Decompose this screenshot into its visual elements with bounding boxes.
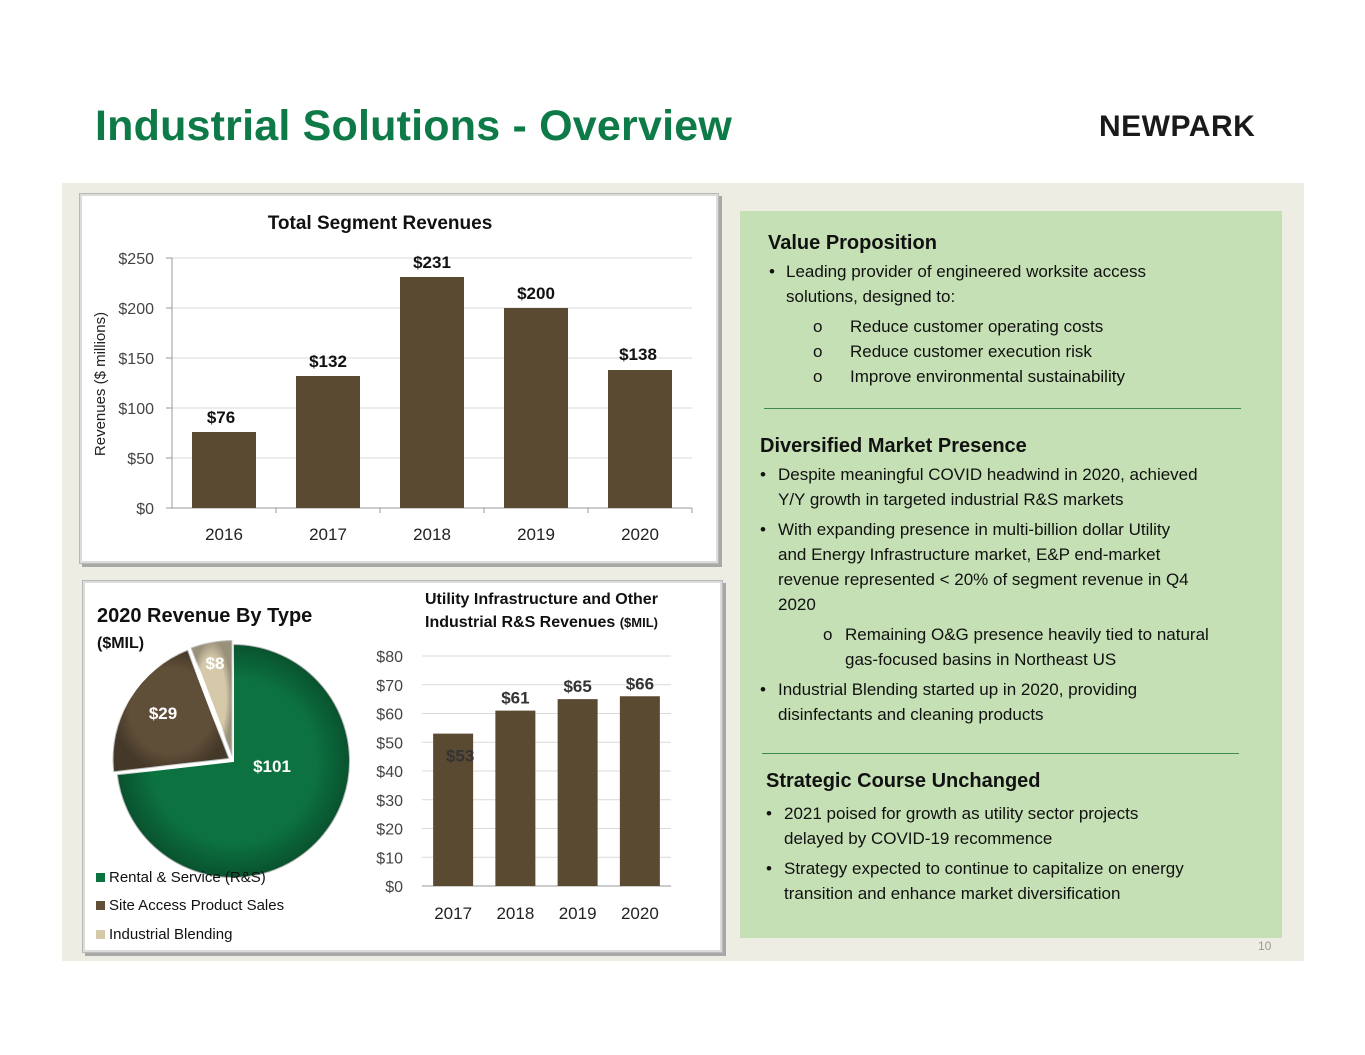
y-tick-label: $200 [118,301,154,318]
bar-2019 [504,308,568,508]
y-tick-label: $0 [385,879,403,896]
total-revenue-chart-panel [79,193,719,564]
pie-data-label: $8 [205,654,225,673]
y-tick-label: $80 [376,649,403,666]
y-tick-label: $70 [376,677,403,695]
legend-label: Rental & Service (R&S) [109,869,266,886]
x-tick-label: 2020 [621,525,659,544]
diversified-title: Diversified Market Presence [760,435,1027,457]
page-number: 10 [1258,939,1272,953]
bar-2016 [192,432,256,508]
strategic-b1-line1: 2021 poised for growth as utility sector projects [784,804,1139,823]
chart-title-unit: ($MIL) [619,615,658,630]
y-tick-label: $250 [118,251,154,268]
strategic-b2-line1: Strategy expected to continue to capitalize on energy [784,859,1184,878]
data-label: $65 [563,677,592,697]
diversified-b3-line2: disinfectants and cleaning products [778,705,1044,724]
y-tick-label: $50 [376,735,403,753]
data-label: $132 [309,352,347,371]
value-bullet-line1: Leading provider of engineered worksite access [786,262,1147,281]
pie-data-label: $29 [148,704,178,723]
sub-bullet-icon: o [813,342,823,361]
value-sub-item: Improve environmental sustainability [850,367,1125,386]
bar-2019 [558,699,598,886]
value-sub-item: Reduce customer execution risk [850,342,1092,361]
strategic-b2-line2: transition and enhance market diversification [784,884,1121,903]
x-tick-label: 2020 [620,904,659,923]
diversified-b2-line1: With expanding presence in multi-billion dollar Utility [778,520,1171,539]
diversified-b1-line1: Despite meaningful COVID headwind in 2020, achieved [778,465,1198,484]
bar-2020 [620,696,660,886]
data-label: $66 [625,674,655,694]
value-bullet-line2: solutions, designed to: [786,287,956,306]
data-label: $53 [445,746,475,766]
y-tick-label: $60 [376,706,403,724]
bullet-icon: • [766,859,772,878]
data-label: $231 [413,253,451,272]
legend-item-industrial-blending [96,926,232,943]
legend-swatch-rental-service [96,873,105,882]
legend-label: Industrial Blending [109,926,233,943]
bullet-icon: • [760,520,766,539]
y-tick-label: $30 [376,792,403,810]
y-tick-label: $100 [118,401,154,418]
value-proposition-title: Value Proposition [768,232,937,254]
diversified-b2-line2: and Energy Infrastructure market, E&P end-market [778,545,1161,564]
data-label: $76 [206,408,236,427]
x-tick-label: 2019 [517,525,555,544]
x-tick-label: 2018 [496,904,535,923]
bar-2018 [495,711,535,886]
sub-bullet-icon: o [813,367,823,386]
value-sub-item: Reduce customer operating costs [850,317,1104,336]
bar-2018 [400,277,464,508]
page-title: Industrial Solutions - Overview [95,102,732,150]
legend-swatch-industrial-blending [96,930,105,939]
strategic-title: Strategic Course Unchanged [766,770,1041,792]
chart-title-line2: Industrial R&S Revenues ($MIL) [425,614,658,631]
section-divider [762,753,1239,754]
diversified-b1-line2: Y/Y growth in targeted industrial R&S markets [778,490,1124,509]
data-label: $61 [501,688,530,708]
strategic-b1-line2: delayed by COVID-19 recommence [784,829,1053,848]
y-axis-label: Revenues ($ millions) [92,311,109,457]
sub-bullet-icon: o [823,625,833,644]
newpark-logo: NEWPARK [1099,110,1256,143]
info-panel [740,211,1282,938]
diversified-b2-line4: 2020 [778,595,816,614]
diversified-b2-line3: revenue represented < 20% of segment revenue in Q4 [778,570,1189,589]
bullet-icon: • [766,804,772,823]
bar-2020 [608,370,672,508]
sub-bullet-icon: o [813,317,823,336]
x-tick-label: 2016 [205,525,243,544]
y-tick-label: $40 [376,764,403,781]
y-tick-label: $10 [376,850,403,868]
x-tick-label: 2018 [413,525,451,544]
legend-item-site-access [96,897,284,914]
diversified-sub-line2: gas-focused basins in Northeast US [845,650,1117,669]
y-tick-label: $150 [118,351,154,368]
y-tick-label: $20 [376,821,403,839]
x-tick-label: 2017 [434,904,473,923]
bar-2017 [296,376,360,508]
bullet-icon: • [769,262,775,281]
pie-data-label: $101 [253,757,291,776]
chart-title: Utility Infrastructure and Other [425,591,658,608]
x-tick-label: 2017 [309,525,347,544]
legend-swatch-site-access [96,901,105,910]
data-label: $138 [619,345,657,364]
section-divider [764,408,1241,409]
bullet-icon: • [760,680,766,699]
chart-title: Total Segment Revenues [267,213,493,234]
pie-title: 2020 Revenue By Type [97,605,313,627]
legend-item-rental-service [96,869,266,886]
data-label: $200 [517,284,555,303]
bullet-icon: • [760,465,766,484]
legend-label: Site Access Product Sales [109,897,285,914]
y-tick-label: $50 [127,451,154,468]
utility-revenue-chart [376,581,723,954]
pie-subtitle: ($MIL) [97,635,145,652]
x-tick-label: 2019 [558,904,597,923]
y-tick-label: $0 [136,501,154,518]
total-revenue-chart [80,194,720,565]
diversified-sub-line1: Remaining O&G presence heavily tied to natural [845,625,1209,644]
diversified-b3-line1: Industrial Blending started up in 2020, providing [778,680,1138,699]
